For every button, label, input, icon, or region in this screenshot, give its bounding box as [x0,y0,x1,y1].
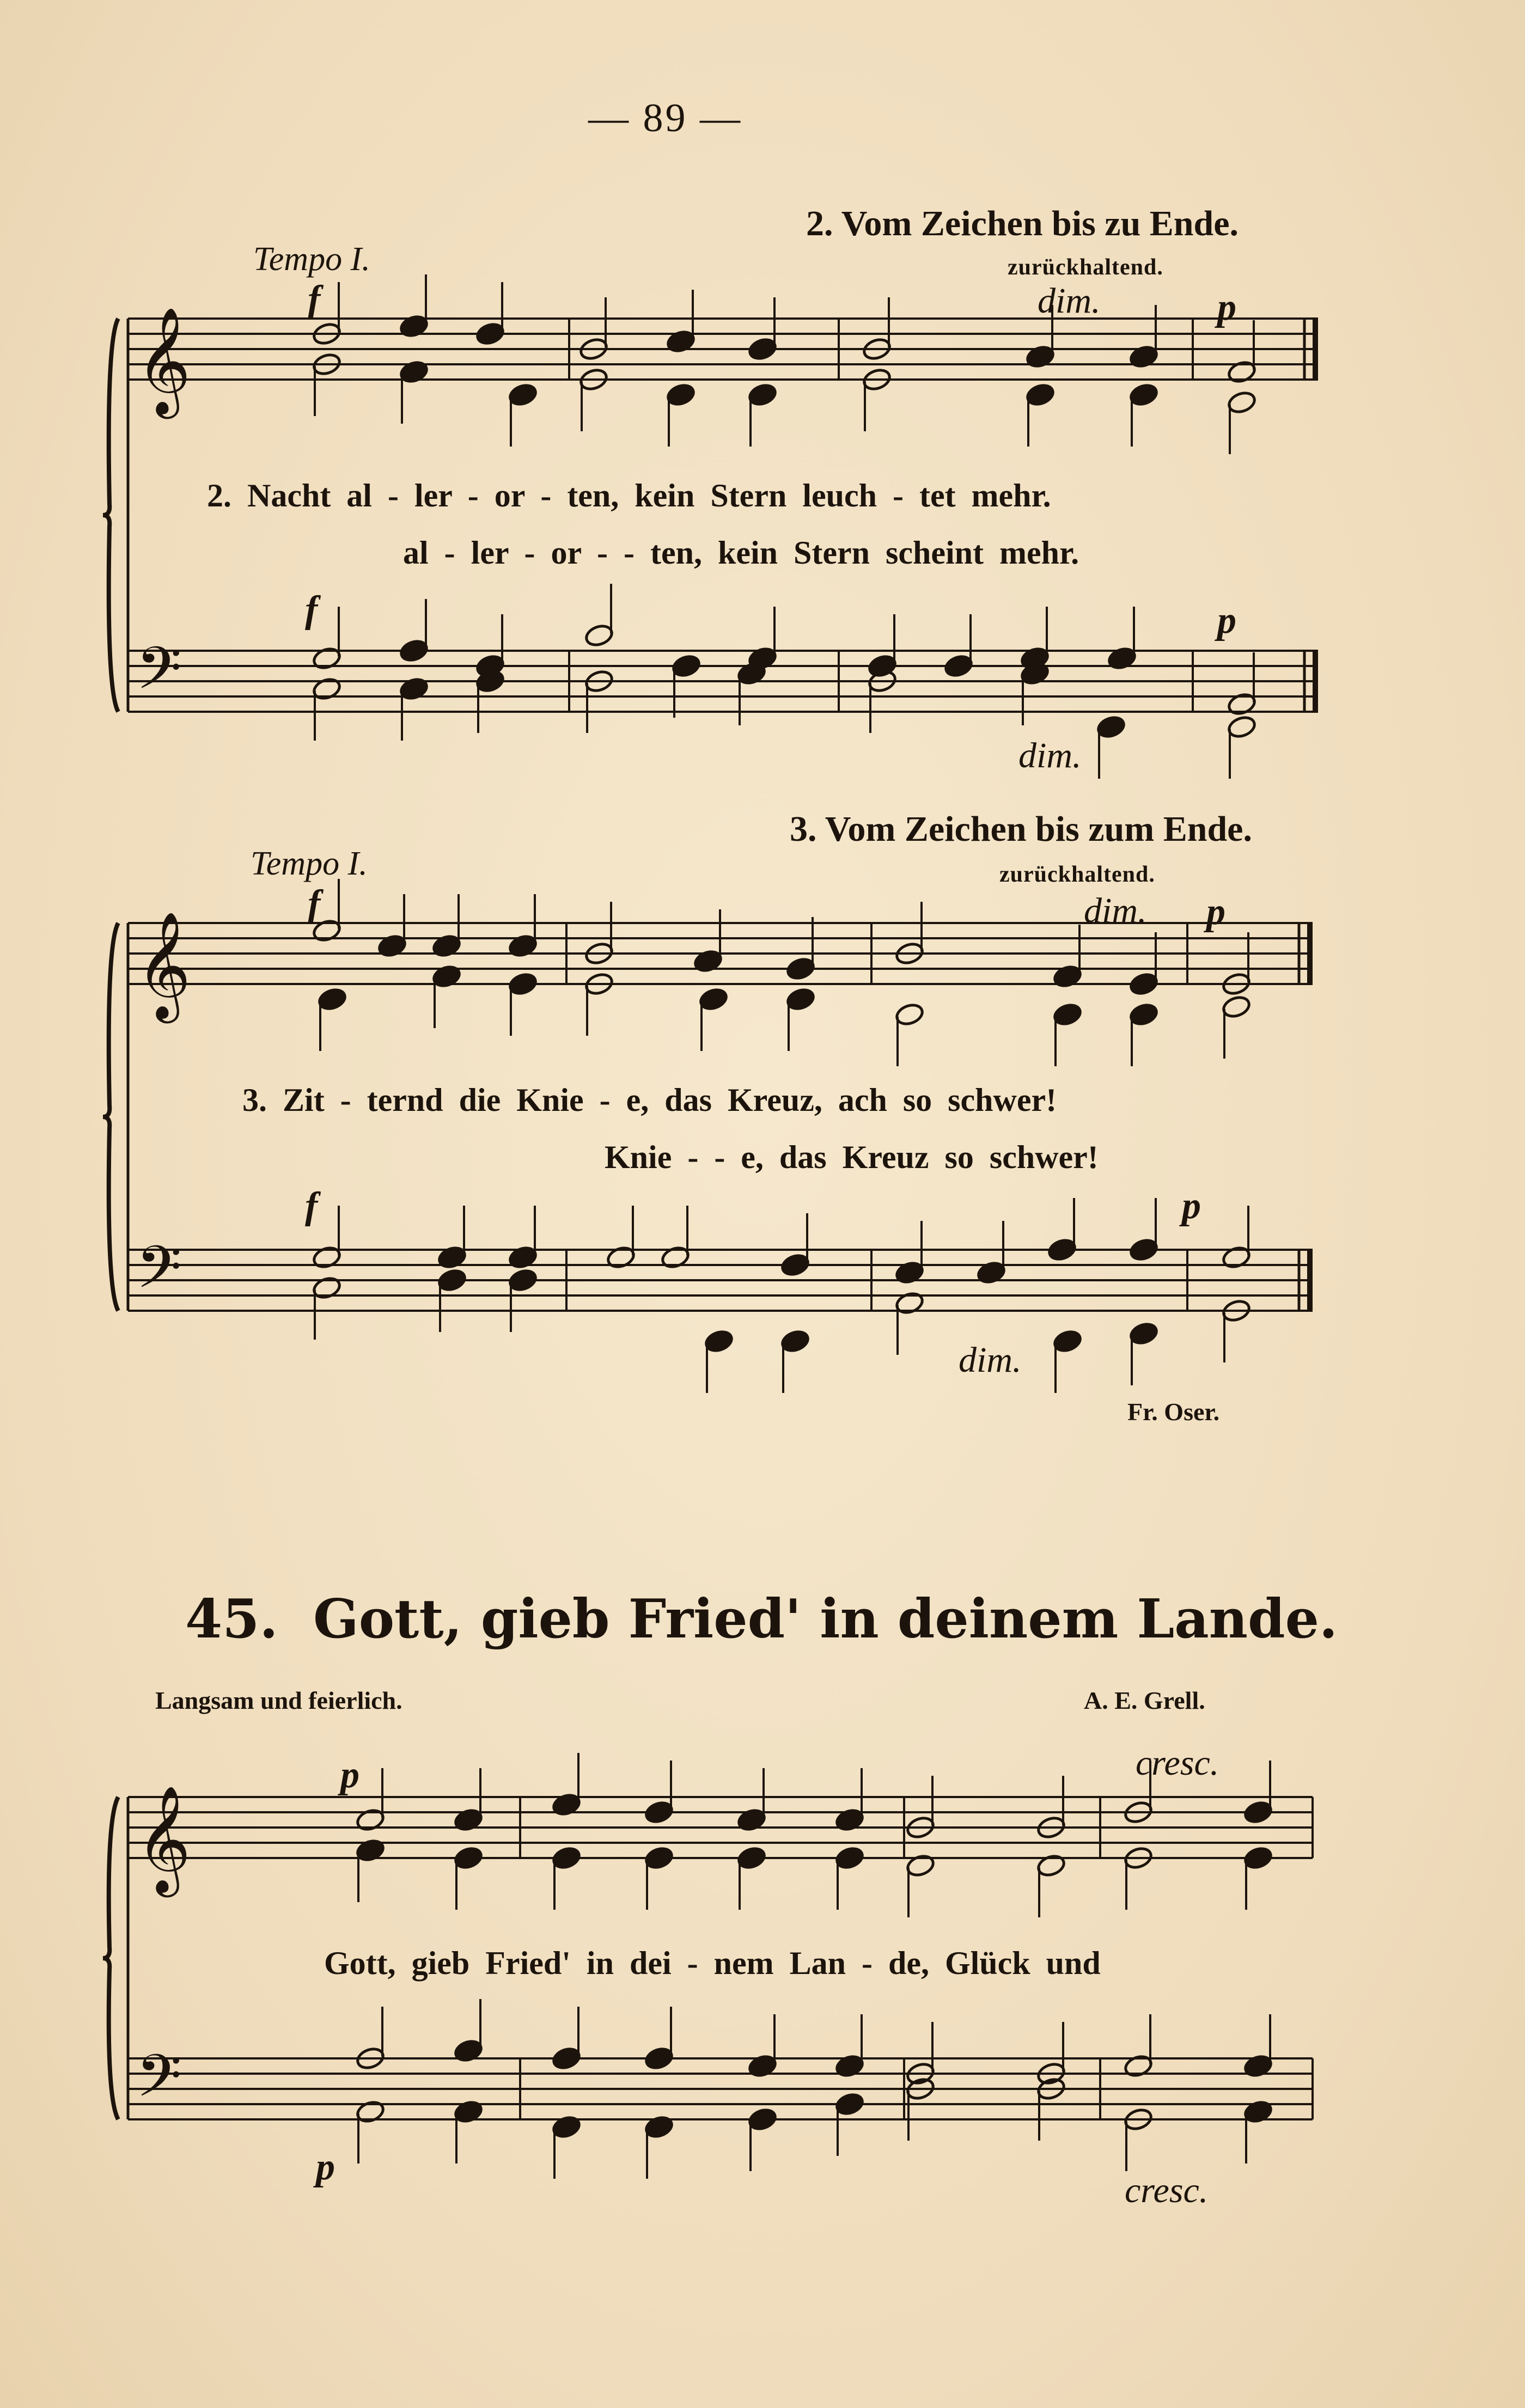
dim-marking-1-top: dim. [1038,281,1101,321]
forte-marking-1-top: f [308,278,321,320]
system-brace [103,923,118,1311]
notehead [606,1245,636,1270]
notehead [508,933,538,958]
notehead [312,646,342,671]
notehead [1128,1321,1159,1346]
notehead [698,987,729,1012]
notehead [1123,2053,1154,2079]
notehead [747,382,778,407]
cresc-marking-top: cresc. [1136,1743,1219,1783]
notehead [785,987,816,1012]
notehead [399,676,429,701]
treble-clef-icon: 𝄞 [136,307,191,414]
verse-2-heading: 2. Vom Zeichen bis zu Ende. [806,204,1239,243]
notehead [1047,1237,1077,1262]
notehead [437,1245,467,1270]
system-brace [103,319,118,712]
dim-marking-2-bottom: dim. [959,1340,1022,1380]
notehead [704,1329,734,1354]
ritardando-marking-2: zurückhaltend. [999,862,1155,887]
notehead [1227,390,1257,415]
notehead [551,2046,582,2071]
notehead [976,1260,1006,1285]
notehead [834,2092,865,2117]
notehead [551,1845,582,1871]
notehead [1243,1800,1273,1825]
lyrics-verse-3-line-1: 3. Zit - ternd die Knie - e, das Kreuz, ach so schwer! [242,1082,1057,1118]
notehead [453,2099,484,2124]
notehead [377,933,407,958]
notehead [584,623,614,648]
notehead [1227,359,1257,384]
notehead [355,1838,386,1863]
notehead [453,2038,484,2063]
notehead [431,933,462,958]
notehead [1221,1245,1252,1270]
notehead [475,321,505,346]
bass-clef-icon: 𝄢 [136,634,182,717]
notehead [747,2107,778,2132]
composer-oser: Fr. Oser. [1127,1398,1220,1426]
notehead [508,382,538,407]
notehead [644,2046,674,2071]
notehead [785,956,816,981]
piano-marking-2-bottom: p [1182,1185,1201,1227]
notehead [1128,1002,1159,1027]
system-brace [103,1797,118,2119]
notehead [1096,714,1126,739]
notehead [894,1002,925,1027]
notehead [905,1853,936,1878]
notehead [312,676,342,701]
notehead [399,314,429,339]
notehead [1036,1853,1066,1878]
piano-marking-3-bottom: p [316,2146,335,2188]
lyrics-verse-2-line-2: al - ler - or - - ten, kein Stern scheint mehr. [403,535,1079,571]
forte-marking-2-bottom: f [305,1185,318,1227]
notehead [508,1245,538,1270]
notehead [1128,382,1159,407]
page-number: — 89 — [588,96,742,140]
notehead [508,1268,538,1293]
tempo-marking-2: Tempo I. [251,845,368,882]
notehead [1025,382,1056,407]
notehead [894,1291,925,1316]
notehead [1128,1237,1159,1262]
notehead [437,1268,467,1293]
notehead [1128,344,1159,369]
notehead [312,918,342,943]
forte-marking-2-top: f [308,883,321,925]
bass-clef-icon: 𝄢 [136,2042,182,2124]
song-number: 45. [185,1588,278,1651]
piano-marking-2-top: p [1206,891,1225,933]
notehead [1221,994,1252,1019]
notehead [780,1329,810,1354]
forte-marking-1-bottom: f [305,589,318,631]
notehead [1052,964,1083,989]
notehead [1227,714,1257,739]
notehead [747,337,778,362]
bass-clef-icon: 𝄢 [136,1233,182,1316]
notehead [671,653,701,679]
treble-clef-icon: 𝄞 [136,911,191,1019]
notehead [747,2053,778,2079]
notehead [1227,692,1257,717]
notehead [666,329,696,354]
dim-marking-2-top: dim. [1084,891,1147,931]
song-lyrics: Gott, gieb Fried' in dei - nem Lan - de, Glück und [324,1945,1101,1981]
notehead [736,1807,767,1832]
lyrics-verse-3-line-2: Knie - - e, das Kreuz so schwer! [605,1139,1099,1175]
notehead [644,2114,674,2140]
ritardando-marking-1: zurückhaltend. [1008,255,1163,280]
notehead [355,1807,386,1832]
song-composer: A. E. Grell. [1084,1686,1205,1714]
notehead [399,638,429,663]
notehead [317,987,347,1012]
notehead [453,1845,484,1871]
notehead [355,2099,386,2124]
notehead [312,1275,342,1300]
notehead [834,1845,865,1871]
piano-marking-1-bottom: p [1217,600,1236,641]
notehead [1107,646,1137,671]
notehead [453,1807,484,1832]
notehead [644,1800,674,1825]
dim-marking-1-bottom: dim. [1018,736,1082,775]
piano-marking-3-top: p [340,1754,359,1796]
piano-marking-1-top: p [1217,286,1236,328]
notehead [399,359,429,384]
notehead [312,1245,342,1270]
song-tempo: Langsam und feierlich. [155,1686,402,1714]
notehead [551,2114,582,2140]
notehead [644,1845,674,1871]
notehead [666,382,696,407]
song-title: Gott, gieb Fried' in deinem Lande. [313,1588,1338,1651]
notehead [736,1845,767,1871]
notehead [1052,1002,1083,1027]
verse-3-heading: 3. Vom Zeichen bis zum Ende. [790,809,1252,849]
notehead [1128,971,1159,997]
notehead [551,1792,582,1817]
treble-clef-icon: 𝄞 [136,1785,191,1893]
notehead [1025,344,1056,369]
cresc-marking-bottom: cresc. [1125,2171,1209,2210]
notehead [1052,1329,1083,1354]
lyrics-verse-2-line-1: 2. Nacht al - ler - or - ten, kein Stern leuch - tet mehr. [207,478,1051,514]
notehead [1243,2053,1273,2079]
notehead [1243,2099,1273,2124]
notehead [894,1260,925,1285]
notehead [431,964,462,989]
notehead [834,1807,865,1832]
notehead [693,949,723,974]
notehead [508,971,538,997]
notehead [660,1245,691,1270]
notehead [943,653,974,679]
notehead [1243,1845,1273,1871]
notehead [780,1252,810,1278]
notehead [834,2053,865,2079]
tempo-marking-1: Tempo I. [253,241,370,278]
